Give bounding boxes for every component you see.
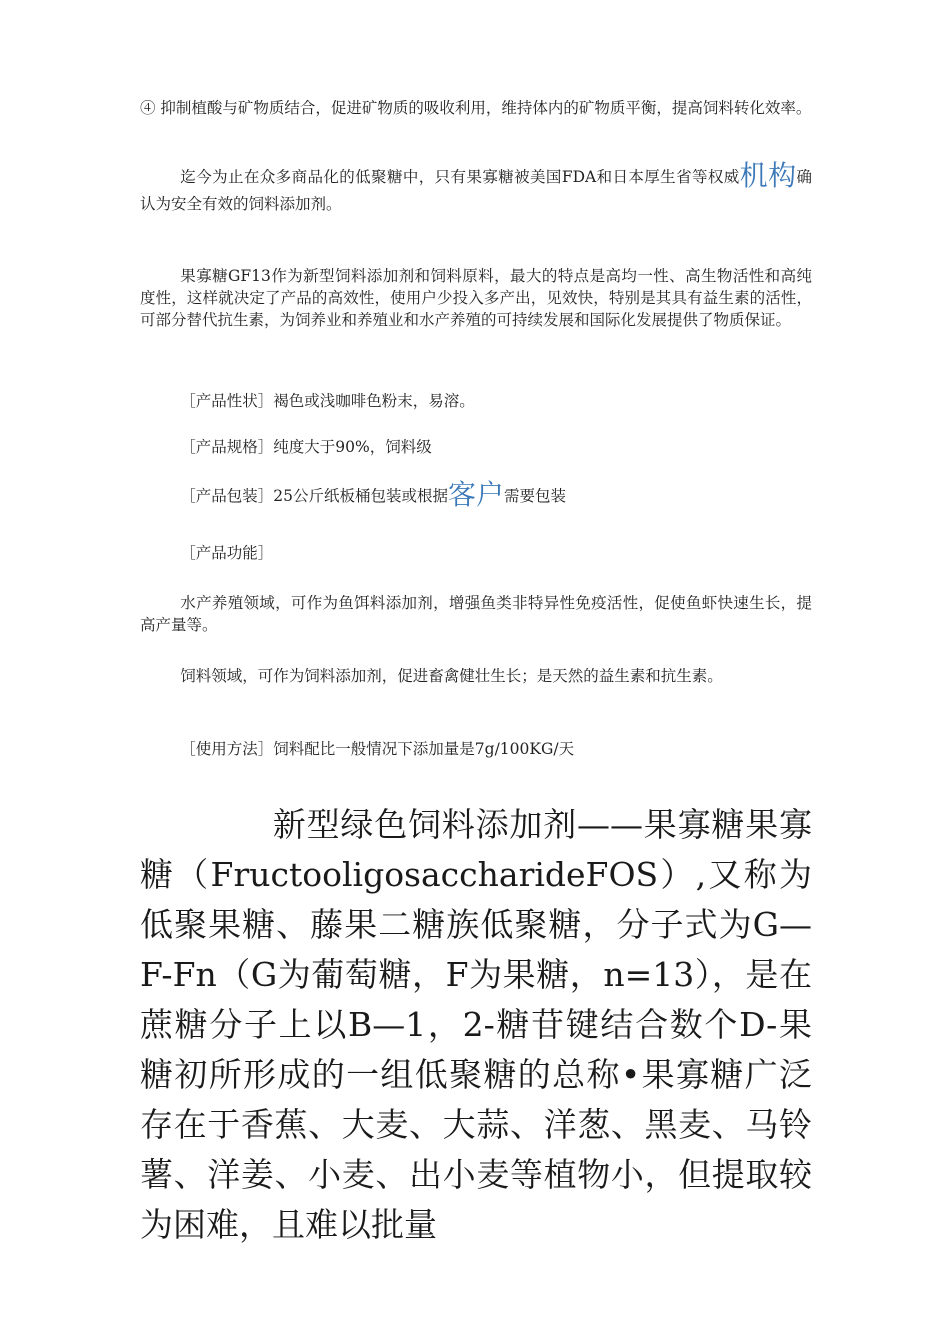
paragraph-gf13-features: 果寡糖GF13作为新型饲料添加剂和饲料原料，最大的特点是高均一性、高生物活性和高纯度性，这样就决定了产品的高效性，使用户少投入多产出，见效快，特别是其具有益生素的活性，可部分替代抗生素，为饲养业和养殖业和水产养殖的可持续发展和国际化发展提供了物质保证。 — [140, 267, 812, 329]
highlight-link-customer[interactable]: 客户 — [448, 478, 505, 511]
paragraph-aquaculture: 水产养殖领域，可作为鱼饵料添加剂，增强鱼类非特异性免疫活性，促使鱼虾快速生长，提高产量等。 — [140, 594, 812, 634]
paragraph-usage-method: ［使用方法］饲料配比一般情况下添加量是7g/100KG/天 — [180, 740, 575, 758]
paragraph-fda-approval — [140, 159, 812, 218]
paragraph-packaging-text-a: ［产品包装］25公斤纸板桶包装或根据 — [180, 487, 449, 505]
paragraph-feed-field: 饲料领域，可作为饲料添加剂，促进畜禽健壮生长；是天然的益生素和抗生素。 — [180, 667, 723, 685]
paragraph-packaging-text-b: 需要包装 — [504, 487, 567, 505]
highlight-link-institution[interactable]: 机构 — [739, 159, 797, 192]
paragraph-fda-text-a: 迄今为止在众多商品化的低聚糖中，只有果寡糖被美国FDA和日本厚生省等权威 — [180, 168, 740, 186]
paragraph-product-packaging — [140, 478, 812, 511]
paragraph-product-spec: ［产品规格］纯度大于90%，饲料级 — [180, 438, 432, 456]
large-paragraph-text: 新型绿色饲料添加剂——果寡糖果寡糖（FructooligosaccharideFOS）,又称为低聚果糖、藤果二糖族低聚糖，分子式为G—F-Fn（G为葡萄糖，F为果糖，n=13），是在蔗糖分子上以B—1，2-糖苷键结合数个D-果糖初所形成的一组低聚糖的总称•果寡糖广泛存在于香蕉、大麦、大蒜、洋葱、黑麦、马铃薯、洋姜、小麦、出小麦等植物小，但提取较为困难，且难以批量 — [140, 805, 812, 1244]
large-paragraph-fos-intro — [140, 800, 812, 1250]
paragraph-mineral-balance: ④ 抑制植酸与矿物质结合，促进矿物质的吸收利用，维持体内的矿物质平衡，提高饲料转化效率。 — [140, 99, 812, 117]
paragraph-fda-text-b: 确认为安全有效的饲料添加剂。 — [140, 168, 812, 213]
paragraph-product-function-heading: ［产品功能］ — [180, 544, 274, 562]
paragraph-product-appearance: ［产品性状］褐色或浅咖啡色粉末，易溶。 — [180, 392, 475, 410]
